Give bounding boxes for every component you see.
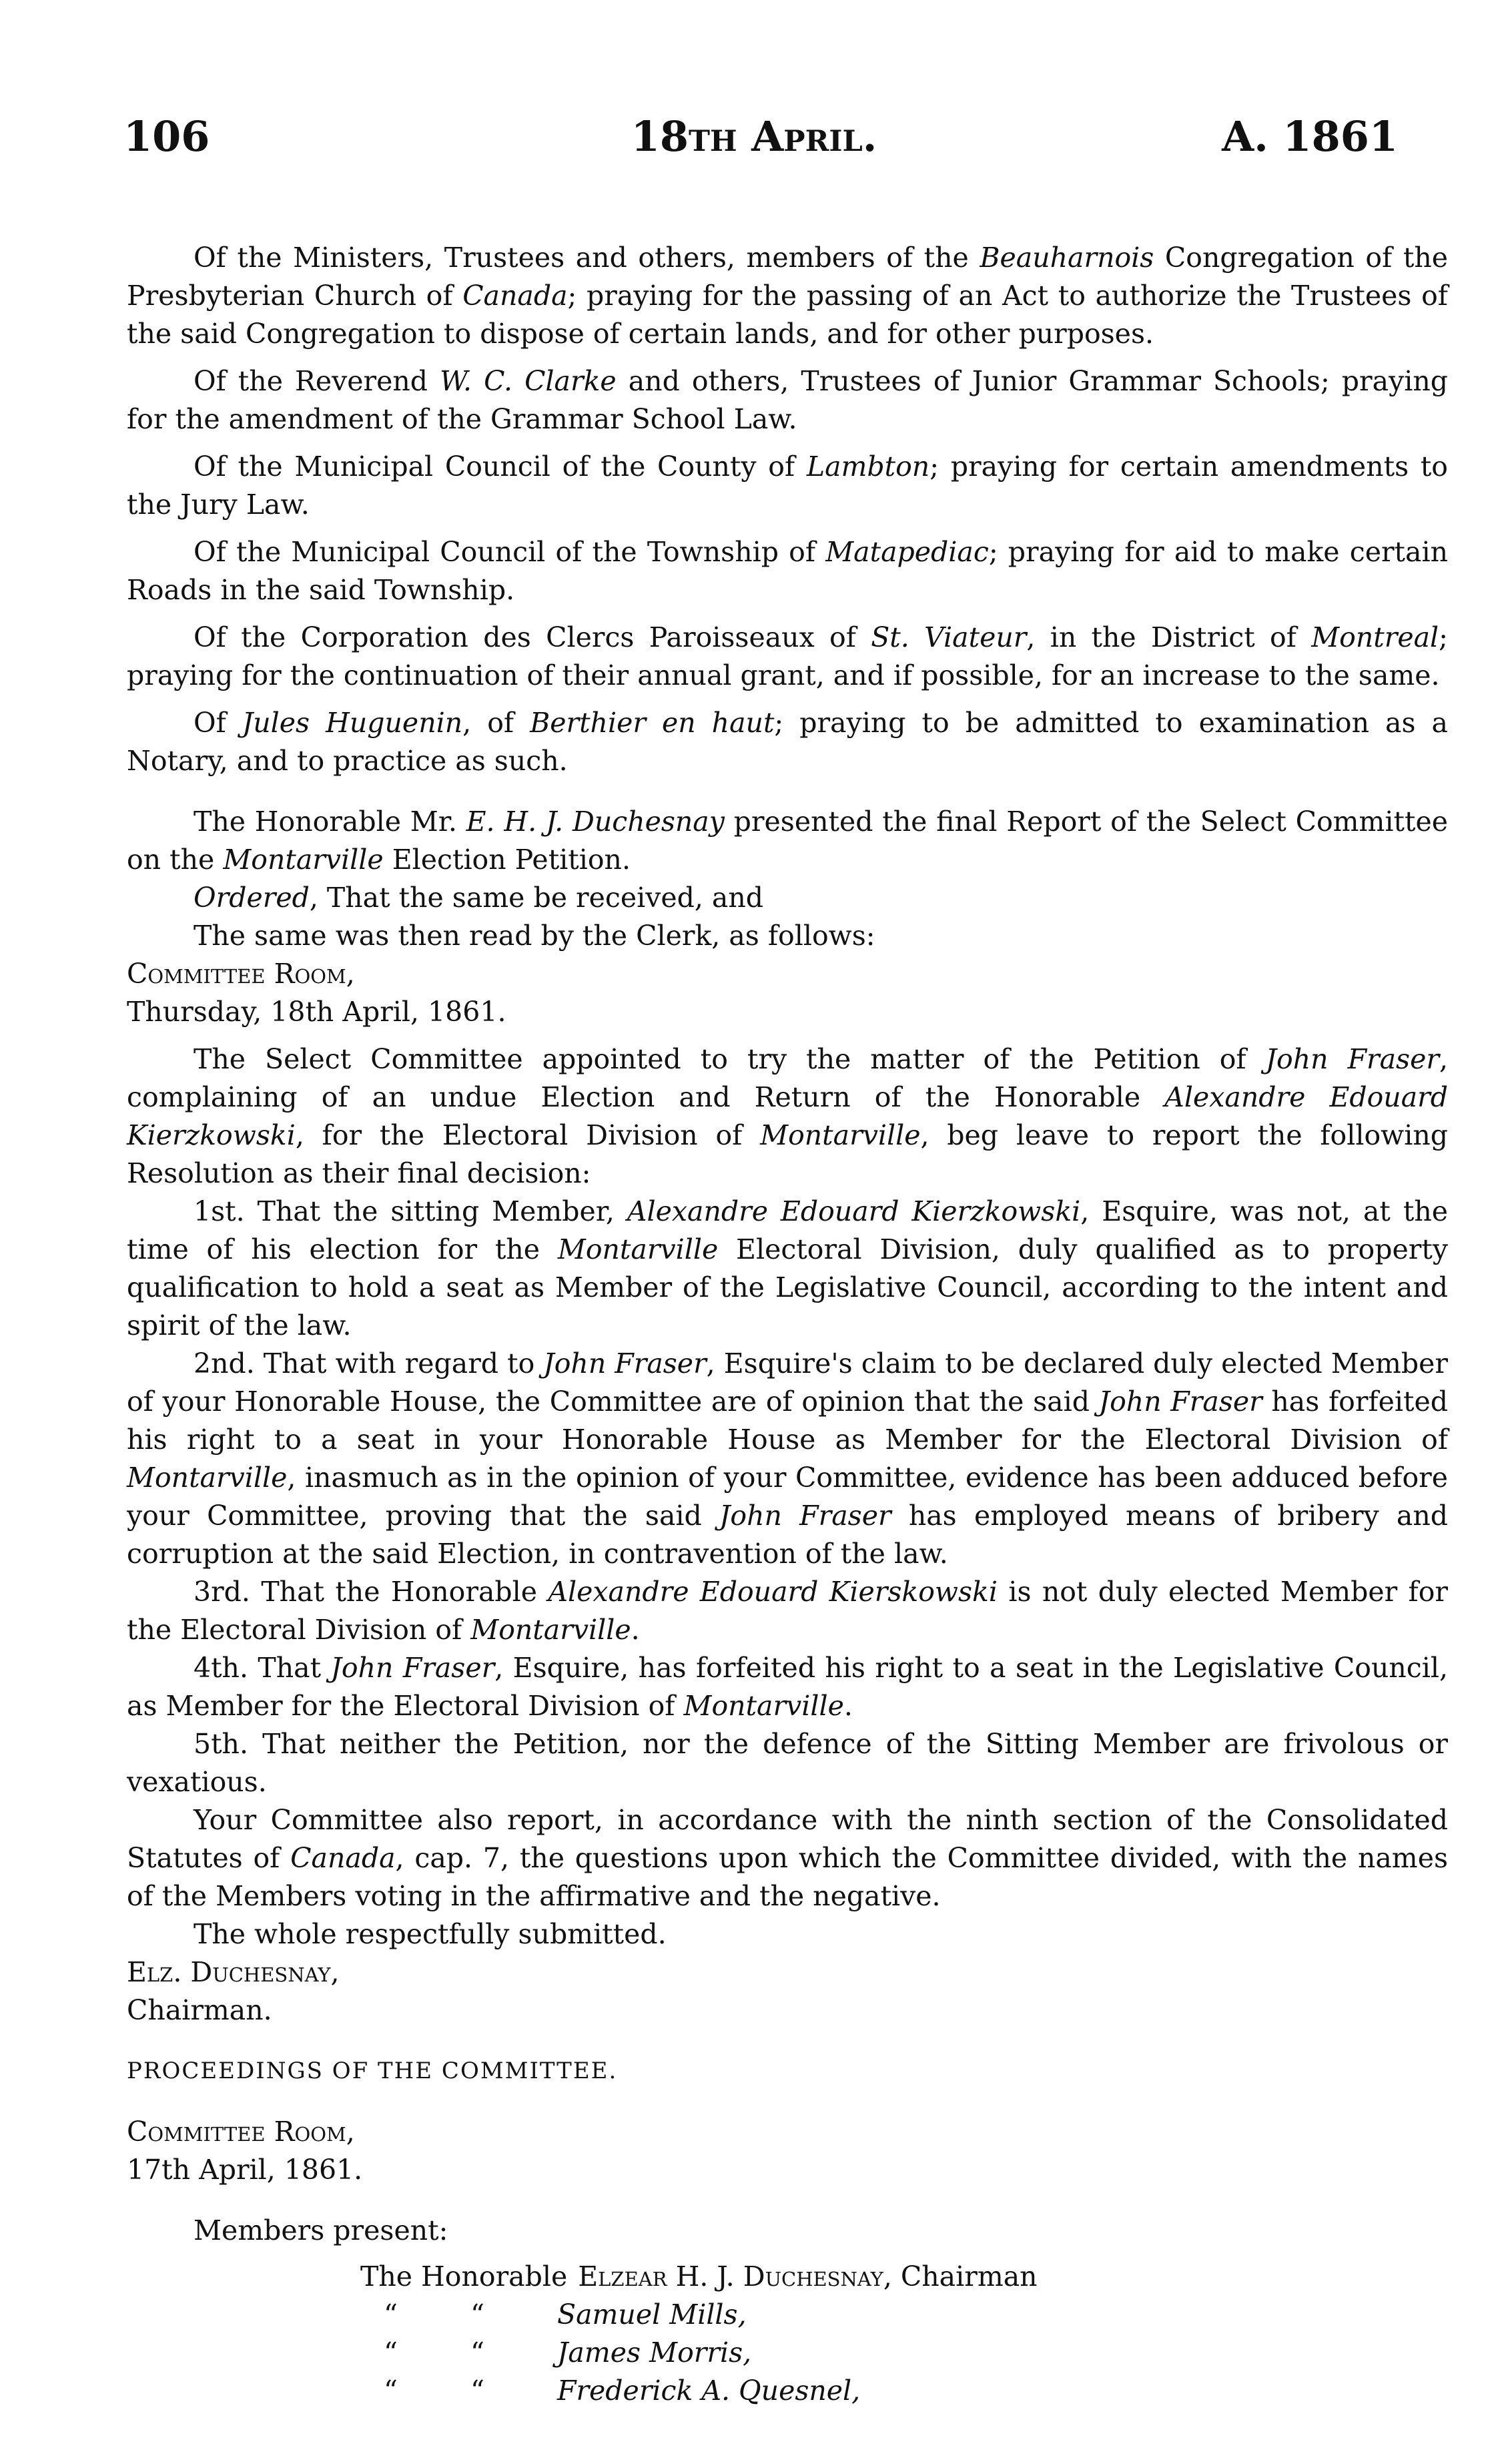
italic-text: Canada <box>462 280 568 312</box>
text: Committee Room, <box>127 2116 355 2148</box>
ordered-line <box>127 879 1448 917</box>
text: Of the Municipal Council of the Township of <box>194 536 826 568</box>
italic-text: W. C. Clarke <box>440 365 617 397</box>
proceedings-date: 17th April, 1861. <box>127 2154 363 2186</box>
italic-text: Alexandre Edouard Kierskowski <box>548 1576 998 1608</box>
italic-text: John Fraser <box>1098 1385 1262 1418</box>
text: ; praying to be admitted to examination as a Notary, and to practice as such. <box>127 707 1448 777</box>
italic-text: Montarville <box>760 1119 921 1151</box>
signature <box>127 1953 1448 1991</box>
petition-clarke <box>127 362 1448 438</box>
text: , Esquire's claim to be declared duly elected Member of your Honorable House, the Committee are of opinion that the said <box>127 1347 1448 1418</box>
text: presented the final Report of the Select Committee on the <box>127 806 1449 876</box>
text: The Honorable <box>360 2260 568 2292</box>
members-list <box>127 2258 1448 2410</box>
page-body <box>127 239 1448 2410</box>
text: 1st. That the sitting Member, <box>194 1195 627 1227</box>
resolution-4 <box>127 1649 1448 1725</box>
text: ; praying for the continuation of their annual grant, and if possible, for an increase to the same. <box>127 621 1448 691</box>
text: . <box>631 1614 640 1646</box>
text: , Esquire, has forfeited his right to a seat in the Legislative Council, as Member for the Electoral Division of <box>127 1652 1448 1722</box>
italic-text: John Fraser <box>330 1652 495 1684</box>
member-name: Elzear H. J. Duchesnay <box>578 2260 883 2292</box>
text: ; praying for aid to make certain Roads in the said Township. <box>127 536 1448 606</box>
petition-lambton <box>127 448 1448 524</box>
running-date-text: 18th April. <box>631 112 877 161</box>
report-presentation <box>127 803 1448 879</box>
member-name: Samuel Mills, <box>557 2298 747 2331</box>
text: ; praying for certain amendments to the Jury Law. <box>127 450 1448 521</box>
italic-text: Canada <box>290 1842 396 1874</box>
committee-report-note <box>127 1801 1448 1915</box>
text: 3rd. That the Honorable <box>194 1576 548 1608</box>
running-year: A. 1861 <box>1222 112 1398 161</box>
petition-matapediac <box>127 533 1448 609</box>
italic-text: Montarville <box>223 844 384 876</box>
italic-text: John Fraser <box>543 1347 707 1379</box>
submitted-line: The whole respectfully submitted. <box>194 1918 667 1950</box>
italic-text: Montarville <box>557 1233 719 1265</box>
text: , for the Electoral Division of <box>295 1119 761 1151</box>
members-present-label: Members present: <box>194 2214 448 2246</box>
text: Your Committee also report, in accordance with the ninth section of the Consolidated Statutes of <box>127 1804 1448 1874</box>
text: Election Petition. <box>383 844 631 876</box>
text: Elz. Duchesnay, <box>127 1956 340 1988</box>
text: Of the Corporation des Clercs Paroisseaux of <box>194 621 871 653</box>
text: Committee Room, <box>127 958 355 990</box>
committee-room-heading <box>127 955 1448 993</box>
member-row <box>127 2296 1448 2334</box>
text: Of the Municipal Council of the County of <box>194 450 807 483</box>
read-by-clerk: The same was then read by the Clerk, as follows: <box>194 920 875 952</box>
ditto-mark: “ <box>384 2337 398 2369</box>
italic-text: Ordered <box>194 882 310 914</box>
member-name: Frederick A. Quesnel, <box>557 2375 861 2407</box>
page-number: 106 <box>123 112 210 161</box>
text: has employed means of bribery and corruption at the said Election, in contravention of the law. <box>127 1500 1448 1570</box>
italic-text: St. Viateur <box>871 621 1027 653</box>
text: and others, Trustees of Junior Grammar Schools; praying for the amendment of the Grammar School Law. <box>127 365 1448 435</box>
text: Of the Reverend <box>194 365 440 397</box>
member-row <box>127 2258 1448 2296</box>
ditto-mark: “ <box>384 2375 398 2407</box>
resolution-5: 5th. That neither the Petition, nor the defence of the Sitting Member are frivolous or vexatious. <box>127 1728 1448 1798</box>
text: , cap. 7, the questions upon which the Committee divided, with the names of the Members voting in the affirmative and the negative. <box>127 1842 1448 1912</box>
report-date: Thursday, 18th April, 1861. <box>127 996 506 1028</box>
text: , beg leave to report the following Resolution as their final decision: <box>127 1119 1448 1189</box>
resolution-2 <box>127 1345 1448 1573</box>
italic-text: Montarville <box>470 1614 631 1646</box>
signature-title: Chairman. <box>127 1994 272 2026</box>
text: is not duly elected Member for the Electoral Division of <box>127 1576 1449 1646</box>
ditto-mark: “ <box>470 2375 484 2407</box>
italic-text: John Fraser <box>719 1500 891 1532</box>
text: , Chairman <box>883 2260 1038 2292</box>
report-intro <box>127 1040 1448 1193</box>
petition-st-viateur <box>127 619 1448 695</box>
text: ; praying for the passing of an Act to authorize the Trustees of the said Congregation to dispose of certain lands, and for other purposes. <box>127 280 1448 350</box>
text: Of the Ministers, Trustees and others, members of the <box>194 242 980 274</box>
ditto-mark: “ <box>470 2298 484 2331</box>
petition-beauharnois <box>127 239 1448 353</box>
ditto-mark: “ <box>470 2337 484 2369</box>
italic-text: Beauharnois <box>980 242 1154 274</box>
text: The Select Committee appointed to try the matter of the Petition of <box>194 1043 1266 1075</box>
text: , Esquire, was not, at the time of his election for the <box>127 1195 1448 1265</box>
text: Electoral Division, duly qualified as to property qualification to hold a seat as Member of the Legislative Council, according to the intent and spirit of the law. <box>127 1233 1448 1341</box>
member-name: James Morris, <box>557 2337 752 2369</box>
italic-text: Alexandre Edouard Kierzkowski <box>627 1195 1081 1227</box>
italic-text: Lambton <box>806 450 930 483</box>
text: Of <box>194 707 242 739</box>
italic-text: Montarville <box>683 1690 844 1722</box>
text: has forfeited his right to a seat in your Honorable House as Member for the Electoral Division of <box>127 1385 1448 1456</box>
italic-text: Jules Huguenin <box>242 707 463 739</box>
text: 2nd. That with regard to <box>194 1347 544 1379</box>
petition-huguenin <box>127 704 1448 780</box>
italic-text: Alexandre Edouard Kierzkowski <box>127 1081 1448 1151</box>
member-row <box>127 2334 1448 2372</box>
italic-text: Montarville <box>127 1462 288 1494</box>
italic-text: Montreal <box>1311 621 1439 653</box>
text: Congregation of the Presbyterian Church of <box>127 242 1448 312</box>
text: , That the same be received, and <box>309 882 764 914</box>
proceedings-heading: PROCEEDINGS OF THE COMMITTEE. <box>127 2058 618 2084</box>
proceedings-place <box>127 2113 1448 2151</box>
text: , inasmuch as in the opinion of your Committee, evidence has been adduced before your Committee, proving that the said <box>127 1462 1448 1532</box>
member-row <box>127 2372 1448 2410</box>
text: , of <box>462 707 530 739</box>
resolution-3 <box>127 1573 1448 1649</box>
text: . <box>843 1690 853 1722</box>
italic-text: E. H. J. Duchesnay <box>466 806 725 838</box>
ditto-mark: “ <box>384 2298 398 2331</box>
italic-text: John Fraser <box>1265 1043 1439 1075</box>
italic-text: Berthier en haut <box>530 707 775 739</box>
resolution-1 <box>127 1193 1448 1345</box>
text: The Honorable Mr. <box>194 806 466 838</box>
text: , complaining of an undue Election and Return of the Honorable <box>127 1043 1449 1113</box>
text: 4th. That <box>194 1652 331 1684</box>
text: , in the District of <box>1026 621 1312 653</box>
italic-text: Matapediac <box>825 536 989 568</box>
